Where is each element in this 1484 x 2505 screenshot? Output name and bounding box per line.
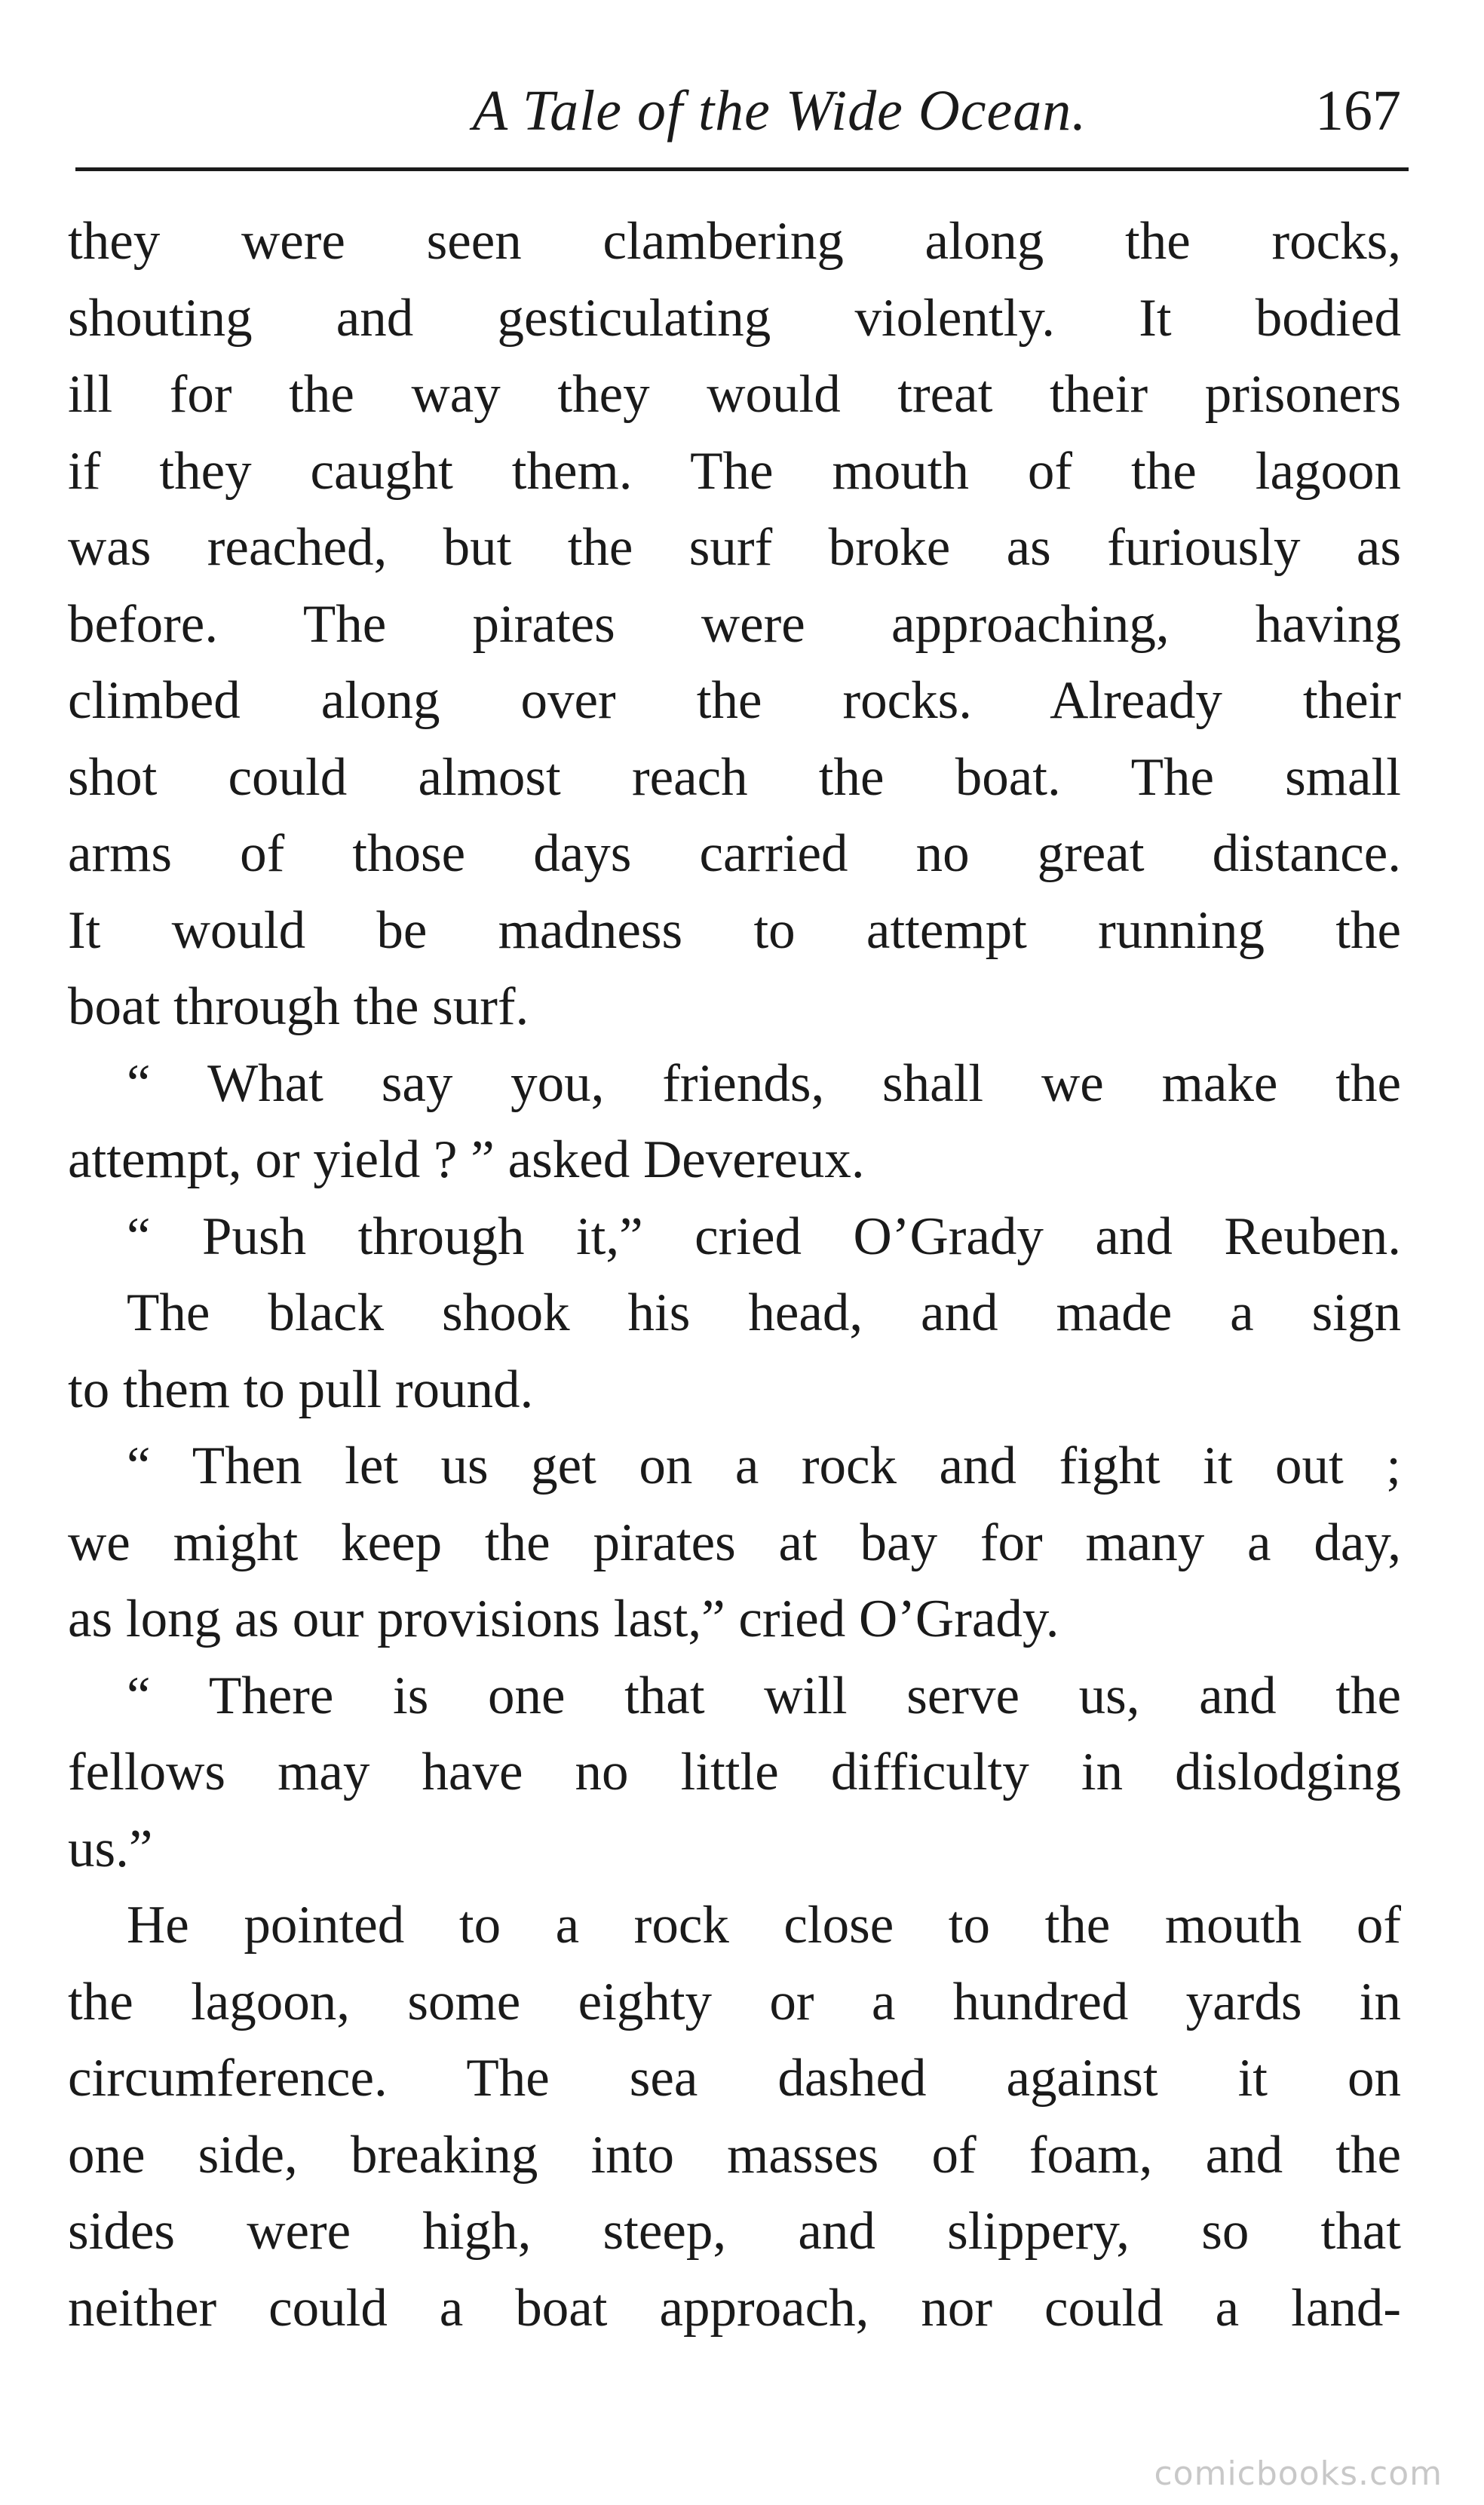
text-line: was reached, but the surf broke as furiously as xyxy=(68,518,1401,577)
text-line: one side, breaking into masses of foam, and the xyxy=(68,2125,1401,2185)
text-line: “ There is one that will serve us, and the xyxy=(127,1666,1401,1725)
text-line: attempt, or yield ? ” asked Devereux. xyxy=(68,1130,865,1189)
text-line: The black shook his head, and made a sign xyxy=(127,1283,1401,1342)
text-line: He pointed to a rock close to the mouth of xyxy=(127,1896,1401,1955)
running-head xyxy=(68,69,1401,152)
body-text xyxy=(68,204,1401,2347)
page-number: 167 xyxy=(1315,79,1401,143)
text-line: ill for the way they would treat their prisoners xyxy=(68,365,1401,424)
watermark: comicbooks.com xyxy=(1154,2454,1443,2493)
text-line: “ What say you, friends, shall we make the xyxy=(127,1053,1401,1113)
text-line: “ Push through it,” cried O’Grady and Reuben. xyxy=(127,1207,1401,1266)
text-line: sides were high, steep, and slippery, so that xyxy=(68,2202,1401,2261)
text-line: neither could a boat approach, nor could a land- xyxy=(68,2278,1401,2338)
text-line: to them to pull round. xyxy=(68,1360,534,1419)
text-line: shouting and gesticulating violently. It bodied xyxy=(68,288,1401,348)
text-line: circumference. The sea dashed against it on xyxy=(68,2049,1401,2108)
text-line: if they caught them. The mouth of the lagoon xyxy=(68,441,1401,501)
text-line: us.” xyxy=(68,1819,153,1878)
text-line: fellows may have no little difficulty in dislodging xyxy=(68,1743,1401,1801)
text-line: “ Then let us get on a rock and fight it out ; xyxy=(127,1436,1401,1495)
text-line: arms of those days carried no great distance. xyxy=(68,824,1401,883)
header-rule xyxy=(75,167,1409,171)
text-line: shot could almost reach the boat. The small xyxy=(68,747,1401,807)
text-line: climbed along over the rocks. Already their xyxy=(68,671,1401,730)
text-line: as long as our provisions last,” cried O’Grady. xyxy=(68,1590,1059,1648)
text-line: we might keep the pirates at bay for many a day, xyxy=(68,1513,1401,1572)
text-line: boat through the surf. xyxy=(68,977,529,1036)
text-line: the lagoon, some eighty or a hundred yards in xyxy=(68,1972,1401,2031)
text-line: they were seen clambering along the rocks, xyxy=(68,212,1401,271)
text-line: It would be madness to attempt running the xyxy=(68,900,1401,960)
running-title: A Tale of the Wide Ocean. xyxy=(472,79,1087,143)
text-line: before. The pirates were approaching, having xyxy=(68,594,1401,654)
